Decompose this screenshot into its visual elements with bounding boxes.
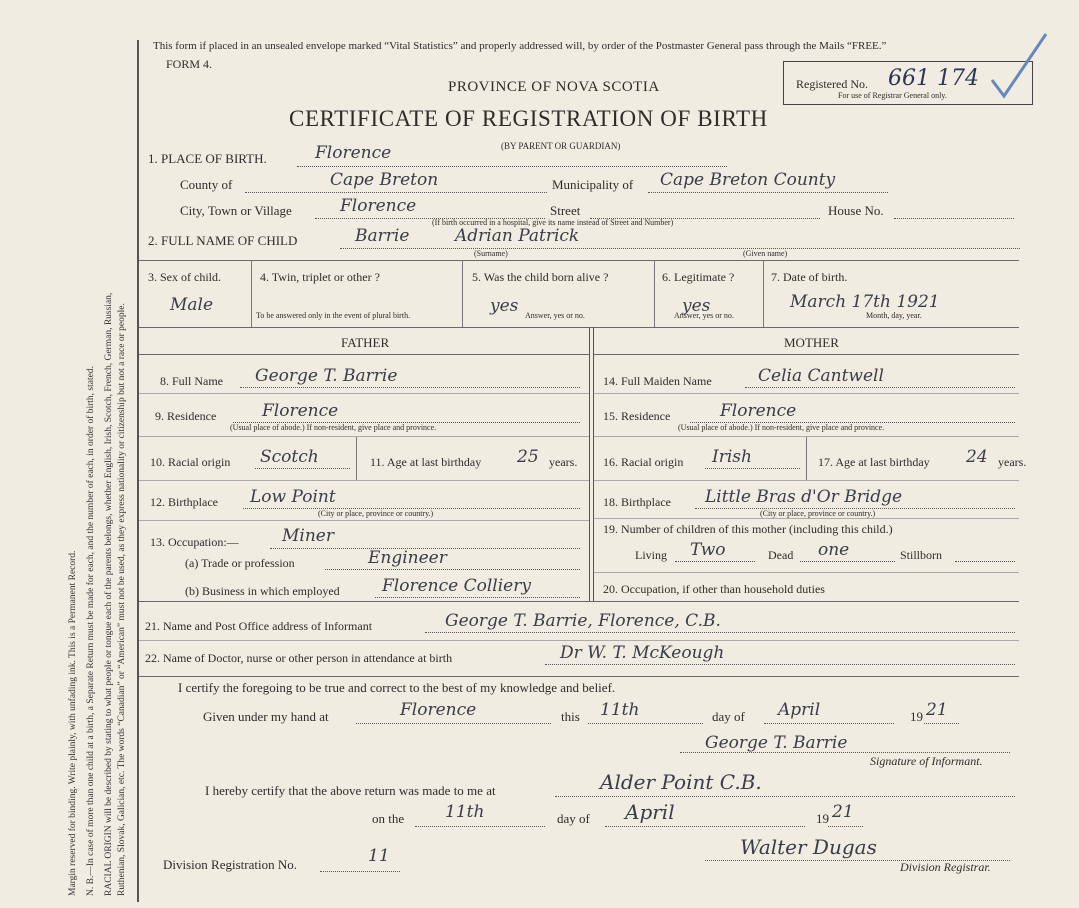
mother-bp-value: Little Bras d'Or Bridge <box>705 487 903 507</box>
mother-occ-label: 20. Occupation, if other than household duties <box>603 582 825 596</box>
alive-label: 5. Was the child born alive ? <box>472 270 609 284</box>
county-value: Cape Breton <box>330 170 439 190</box>
father-biz-value: Florence Colliery <box>382 576 531 596</box>
child-surname: Barrie <box>355 226 410 246</box>
sex-label: 3. Sex of child. <box>148 270 221 284</box>
date-value: March 17th 1921 <box>790 292 940 312</box>
child-label: 2. FULL NAME OF CHILD <box>148 233 298 248</box>
mother-dead-label: Dead <box>768 548 794 562</box>
registrar-signature-label: Division Registrar. <box>900 860 991 874</box>
this-label: this <box>561 709 580 724</box>
street-label: Street <box>550 203 581 218</box>
mother-stillborn-label: Stillborn <box>900 548 943 562</box>
doctor-value: Dr W. T. McKeough <box>560 643 725 663</box>
registrar-place: Alder Point C.B. <box>600 770 762 794</box>
form-number: FORM 4. <box>166 57 213 71</box>
father-name-value: George T. Barrie <box>255 366 398 386</box>
informant-signature-label: Signature of Informant. <box>870 754 983 768</box>
informant-value: George T. Barrie, Florence, C.B. <box>445 611 721 631</box>
registered-label: Registered No. <box>796 77 868 91</box>
margin-note-1: Margin reserved for binding. Write plainly, with unfading ink. This is a Permanent Record. <box>68 550 78 896</box>
mother-age-value: 24 <box>966 447 988 467</box>
father-biz-label: (b) Business in which employed <box>185 584 340 598</box>
division-no: 11 <box>368 846 390 866</box>
given-day: 11th <box>600 700 640 720</box>
mother-dead-value: one <box>818 540 850 560</box>
mother-res-note: (Usual place of abode.) If non-resident, give place and province. <box>678 423 885 432</box>
father-bp-value: Low Point <box>250 487 336 507</box>
house-label: House No. <box>828 203 884 218</box>
father-race-value: Scotch <box>260 447 319 467</box>
margin-note-2: N. B.—In case of more than one child at a birth, a Separate Return must be made for each, and the number of each, in order of birth, stated. <box>86 366 96 896</box>
doctor-label: 22. Name of Doctor, nurse or other person in attendance at birth <box>145 651 453 665</box>
father-age-years: years. <box>549 455 578 469</box>
father-heading: FATHER <box>341 335 390 350</box>
checkmark-icon <box>990 30 1050 100</box>
father-trade-label: (a) Trade or profession <box>185 556 295 570</box>
father-bp-label: 12. Birthplace <box>150 495 218 509</box>
informant-signature: George T. Barrie <box>705 733 848 753</box>
mother-name-label: 14. Full Maiden Name <box>603 374 712 388</box>
mother-race-label: 16. Racial origin <box>603 455 684 469</box>
margin-note-3: RACIAL ORIGIN will be described by stating to what people or tongue each of the parents belongs, whether English, Irish, Scotch, French, German, Russian, <box>104 292 114 896</box>
registrar-year: 21 <box>832 802 854 822</box>
legit-value: yes <box>682 296 711 316</box>
mother-children-label: 19. Number of children of this mother (including this child.) <box>603 522 893 536</box>
father-age-label: 11. Age at last birthday <box>370 455 482 469</box>
place-value: Florence <box>315 143 392 163</box>
father-occ-label: 13. Occupation:— <box>150 535 239 549</box>
mother-name-value: Celia Cantwell <box>758 366 884 386</box>
father-occ-value: Miner <box>282 526 334 546</box>
father-race-label: 10. Racial origin <box>150 455 231 469</box>
place-label: 1. PLACE OF BIRTH. <box>148 151 267 166</box>
father-res-note: (Usual place of abode.) If non-resident, give place and province. <box>230 423 437 432</box>
given-day-of: day of <box>712 709 745 724</box>
twin-note: To be answered only in the event of plural birth. <box>256 311 411 320</box>
father-res-label: 9. Residence <box>155 409 217 423</box>
given-label: Given under my hand at <box>203 709 329 724</box>
alive-value: yes <box>490 296 519 316</box>
given-caption: (Given name) <box>743 249 788 258</box>
given-month: April <box>778 700 821 720</box>
registrar-day-of: day of <box>557 811 590 826</box>
hospital-note: (If birth occurred in a hospital, give its name instead of Street and Number) <box>432 218 674 227</box>
father-name-label: 8. Full Name <box>160 374 223 388</box>
page-subtitle: (BY PARENT OR GUARDIAN) <box>501 141 621 151</box>
mother-living-value: Two <box>690 540 726 560</box>
registered-note: For use of Registrar General only. <box>838 91 947 100</box>
surname-caption: (Surname) <box>474 249 508 258</box>
division-label: Division Registration No. <box>163 857 297 872</box>
registrar-signature: Walter Dugas <box>740 835 877 859</box>
father-bp-note: (City or place, province or country.) <box>318 509 434 518</box>
municipality-label: Municipality of <box>552 177 634 192</box>
mother-age-label: 17. Age at last birthday <box>818 455 930 469</box>
registered-value: 661 174 <box>888 66 979 91</box>
top-notice: This form if placed in an unsealed envelope marked “Vital Statistics” and properly addressed will, by order of the Postmaster General pass through the Mails “FREE.” <box>153 40 887 52</box>
registrar-month: April <box>625 800 675 824</box>
child-given: Adrian Patrick <box>455 226 580 246</box>
mother-res-label: 15. Residence <box>603 409 671 423</box>
date-note: Month, day, year. <box>866 311 922 320</box>
page-title: CERTIFICATE OF REGISTRATION OF BIRTH <box>289 106 768 131</box>
father-age-value: 25 <box>517 447 539 467</box>
mother-living-label: Living <box>635 548 667 562</box>
certify-text: I certify the foregoing to be true and correct to the best of my knowledge and belief. <box>178 680 616 695</box>
province-heading: PROVINCE OF NOVA SCOTIA <box>448 79 660 95</box>
informant-label: 21. Name and Post Office address of Informant <box>145 619 373 633</box>
city-label: City, Town or Village <box>180 203 292 218</box>
city-value: Florence <box>340 196 417 216</box>
given-year-prefix: 19 <box>910 709 923 724</box>
date-label: 7. Date of birth. <box>771 270 848 284</box>
margin-note-4: Ruthenian, Slovak, Galician, etc. The words “Canadian” or “American” must not be used, as they express nationality or citizenship but not a race or people. <box>117 303 127 896</box>
mother-race-value: Irish <box>712 447 752 467</box>
legit-label: 6. Legitimate ? <box>662 270 735 284</box>
alive-note: Answer, yes or no. <box>525 311 585 320</box>
father-res-value: Florence <box>262 401 339 421</box>
form-left-border <box>137 40 139 902</box>
municipality-value: Cape Breton County <box>660 170 836 190</box>
given-year: 21 <box>926 700 948 720</box>
given-place: Florence <box>400 700 477 720</box>
sex-value: Male <box>170 295 214 315</box>
mother-res-value: Florence <box>720 401 797 421</box>
registrar-on-label: on the <box>372 811 405 826</box>
mother-age-years: years. <box>998 455 1027 469</box>
twin-label: 4. Twin, triplet or other ? <box>260 270 380 284</box>
registrar-year-prefix: 19 <box>816 811 829 826</box>
registrar-text: I hereby certify that the above return was made to me at <box>205 783 496 798</box>
registrar-day: 11th <box>445 802 485 822</box>
mother-heading: MOTHER <box>784 335 839 350</box>
mother-bp-label: 18. Birthplace <box>603 495 671 509</box>
legit-note: Answer, yes or no. <box>674 311 734 320</box>
mother-bp-note: (City or place, province or country.) <box>760 509 876 518</box>
county-label: County of <box>180 177 233 192</box>
father-trade-value: Engineer <box>368 548 447 568</box>
